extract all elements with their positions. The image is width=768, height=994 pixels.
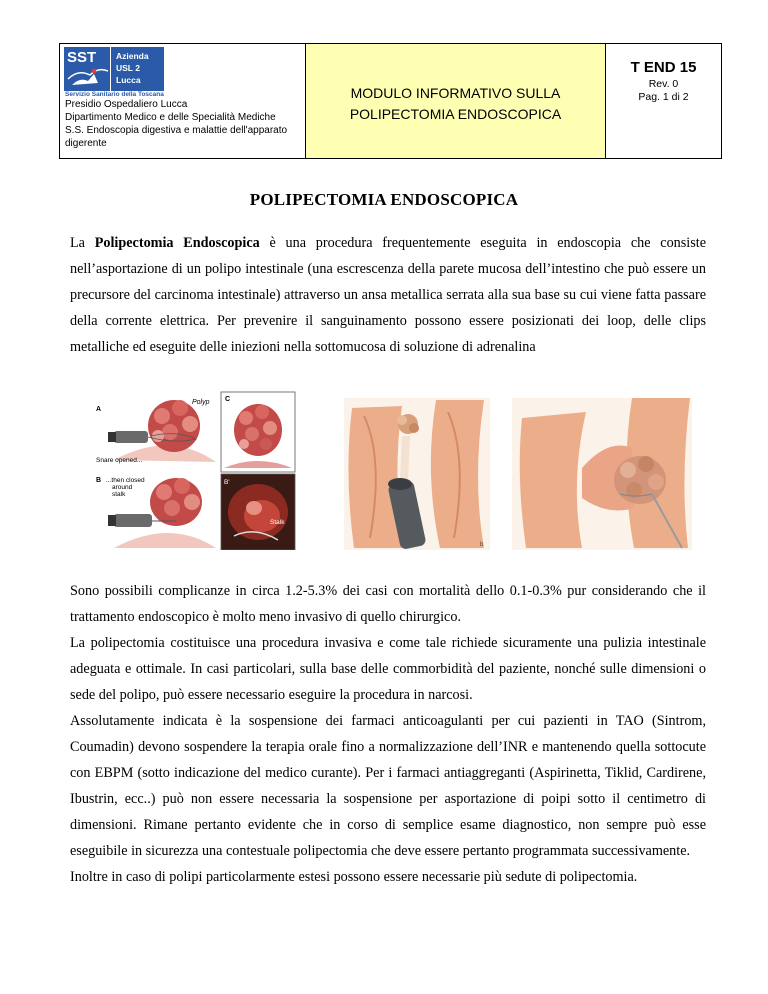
doc-code-cell [606,44,721,158]
logo-brand: SST [67,49,97,66]
intro-paragraph [70,230,706,360]
revision: Rev. 0 [648,78,679,90]
institution-text [65,98,303,150]
label-snare: Snare opened... [96,457,143,464]
institution-line: Dipartimento Medico e delle Specialità Mediche [65,112,276,123]
module-title-line1: MODULO INFORMATIVO SULLA [350,85,561,101]
colon-illustration-2 [512,398,692,550]
logo-org-line1: Azienda [116,51,149,61]
label-polyp: Polyp [192,399,210,406]
label-closed-1: ...then closed [106,477,145,484]
body-text [70,578,706,890]
module-title-cell [306,44,606,158]
logo-org-line3: Lucca [116,75,141,85]
paragraph: Inoltre in caso di polipi particolarmente estesi possono essere necessarie più sedute di polipectomia. [70,869,638,885]
polypectomy-diagram [94,390,298,550]
page-number: Pag. 1 di 2 [638,91,689,103]
intro-term: Polipectomia Endoscopica [94,235,260,251]
paragraph: Sono possibili complicanze in circa 1.2-5.3% dei casi con mortalità dello 0.1-0.3% pur considerando che il trattamento endoscopico è molto meno invasivo di quello chirurgico. [70,583,706,625]
label-c: C [225,396,231,403]
label-fig-b: b [480,542,484,548]
module-title-line2: POLIPECTOMIA ENDOSCOPICA [349,106,562,122]
label-closed-2: around [112,484,133,491]
logo-org-line2: USL 2 [116,63,140,73]
svg-text:...then closed around [106,477,146,498]
label-closed-3: stalk [112,491,126,498]
institution-line: Presidio Ospedaliero Lucca [65,99,188,110]
intro-text: è una procedura frequentemente eseguita in endoscopia che consiste nell’asportazione di un polipo intestinale (una escrescenza della parete mucosa dell’intestino che può essere un precursore del carcinoma intestinale) attraverso un ansa metallica serrata alla sua base su cui viene fatta passare della corrente elettrica. Per prevenire il sanguinamento possono essere posizionati dei loop, delle clips metalliche ed eseguite delle iniezioni nella sottomucosa di soluzione di adrenalina [70,235,706,355]
paragraph: Assolutamente indicata è la sospensione dei farmaci anticoagulanti per cui pazienti in TAO (Sintrom, Coumadin) devono sospendere la terapia orale fino a normalizzazione dell’INR e mantenendo quella sottocute con EBPM (sotto indicazione del medico curante). Per i farmaci antiaggreganti (Aspirinetta, Tiklid, Cardirene, Ibustrin, ecc..) può non essere necessaria la sospensione per asportazione di poipi sotto il centimetro di dimensioni. Rimane pertanto evidente che in corso di semplice esame diagnostico, non sempre può esse eseguibile in sicurezza una contestuale polipectomia che deve essere pertanto programmata successivamente. [70,713,706,859]
usl-logo [64,47,164,91]
institution-cell [60,44,306,158]
label-b-prime: B' [224,479,230,486]
doc-code: T END 15 [630,59,697,76]
institution-line: S.S. Endoscopia digestiva e malattie dell'apparato digerente [65,125,288,149]
label-stalk: Stalk [270,519,285,526]
label-a: A [96,406,102,413]
page-title: POLIPECTOMIA ENDOSCOPICA [249,190,519,209]
svg-text:Snare opened... [96,457,142,464]
colon-illustration-1 [344,398,490,550]
logo-tagline: Servizio Sanitario della Toscana [65,91,164,98]
colon-polyp-2 [614,456,666,504]
label-b: B [96,477,102,484]
module-title [350,83,561,125]
document-header [59,43,722,159]
intro-prefix: La [70,235,95,251]
paragraph: La polipectomia costituisce una procedura invasiva e come tale richiede sicuramente una pulizia intestinale adeguata e ottimale. In casi particolari, sulla base delle commorbidità del paziente, nonché sulle dimensioni o sede del polipo, può essere necessario eseguire la procedura in narcosi. [70,635,706,703]
